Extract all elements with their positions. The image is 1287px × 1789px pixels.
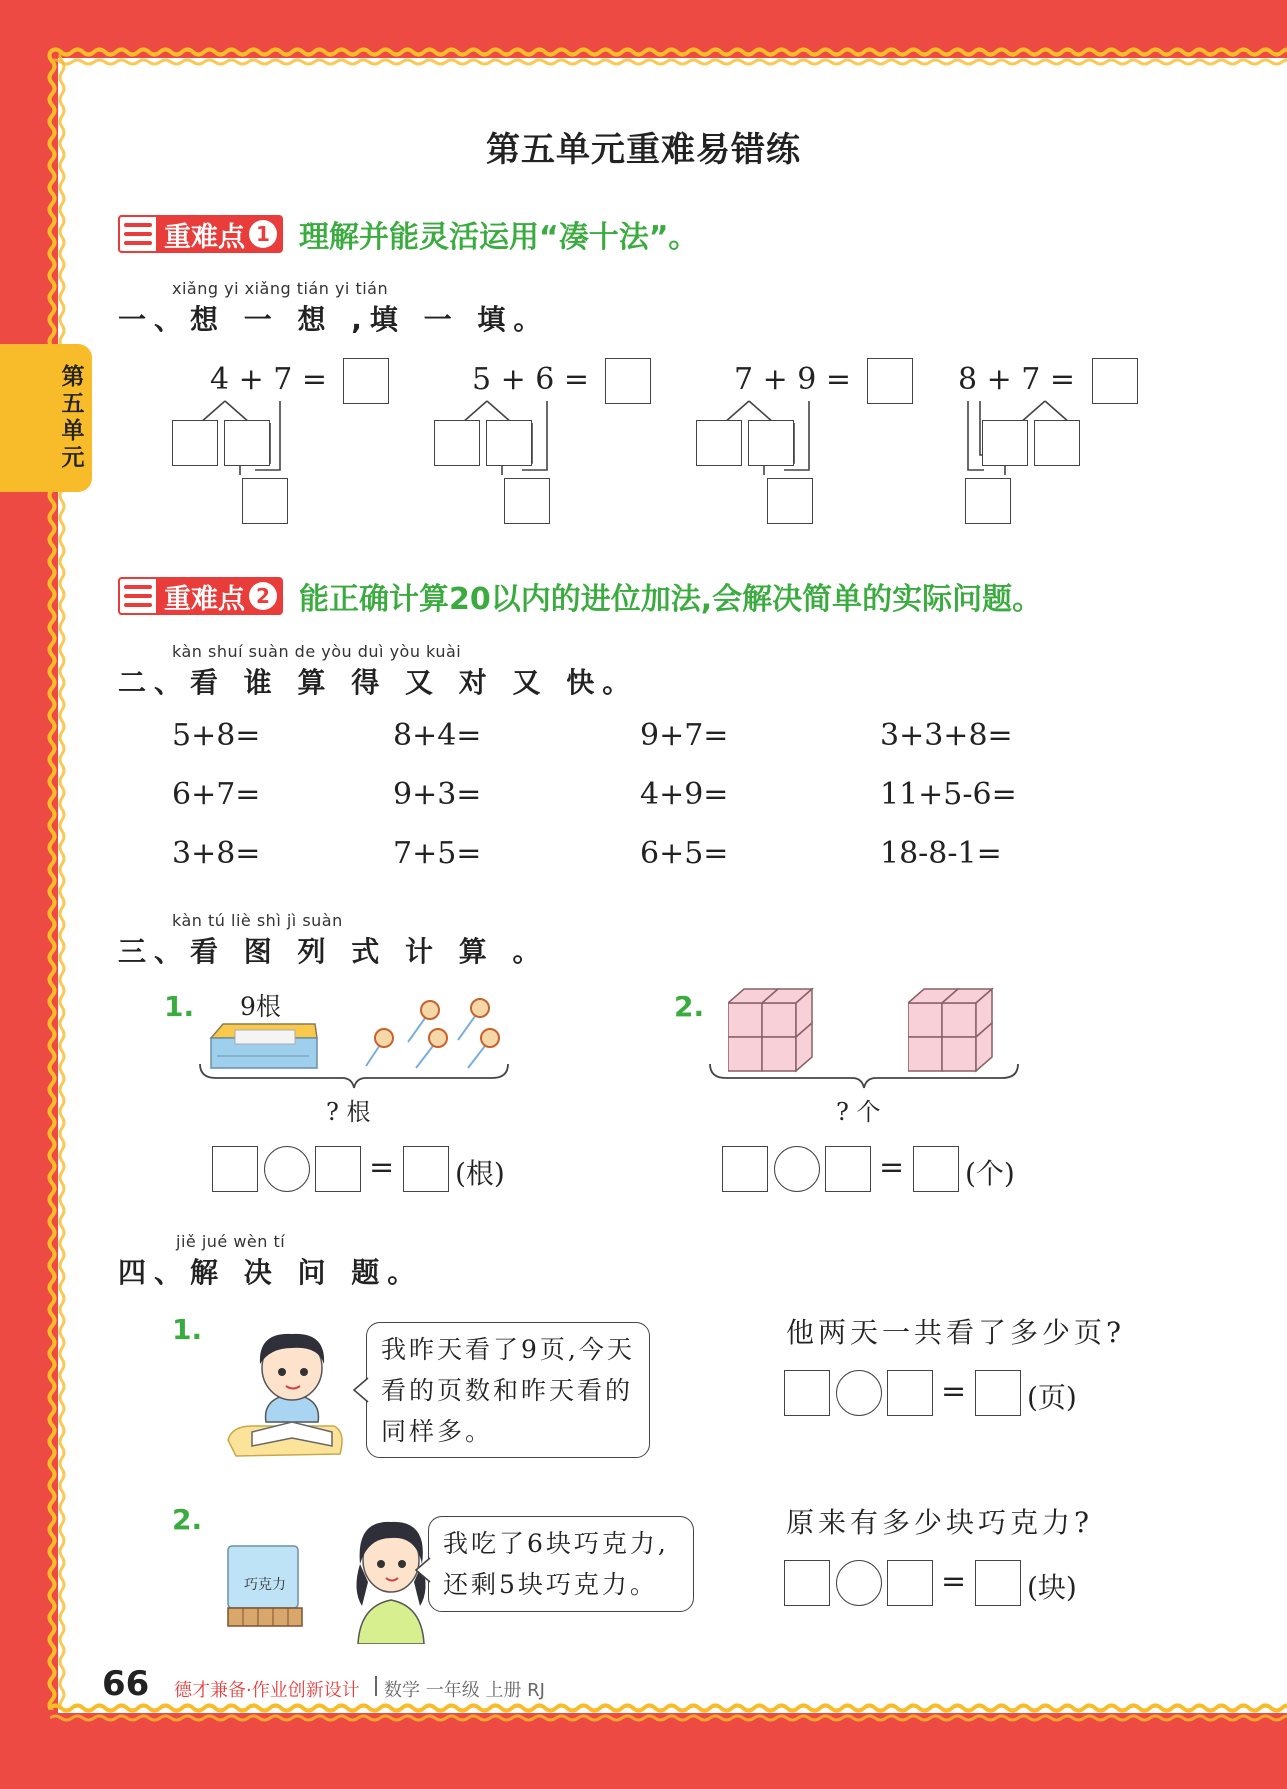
split-box[interactable] — [434, 420, 480, 466]
answer-box[interactable] — [784, 1370, 830, 1416]
question-text: 原来有多少块巧克力? — [786, 1506, 1094, 1539]
section-3-pinyin: kàn tú liè shì jì suàn — [172, 911, 343, 930]
bubble-tail — [414, 1556, 432, 1584]
stripes-icon — [118, 577, 158, 615]
answer-box[interactable] — [722, 1146, 768, 1192]
operator-circle[interactable] — [264, 1146, 310, 1192]
equals-sign: = — [369, 1150, 395, 1185]
answer-box[interactable] — [913, 1146, 959, 1192]
unit-side-tab — [0, 344, 92, 492]
calc-item: 6+5= — [640, 836, 729, 871]
calc-item: 9+7= — [640, 718, 729, 753]
section-2-heading: 二、看 谁 算 得 又 对 又 快。 — [118, 666, 639, 699]
answer-box[interactable] — [315, 1146, 361, 1192]
calc-item: 5+8= — [172, 718, 261, 753]
section-1-pinyin: xiǎng yi xiǎng tián yi tián — [172, 279, 389, 298]
key-point-number: 1 — [249, 220, 277, 248]
total-label: ? 根 — [326, 1098, 371, 1126]
key-point-number: 2 — [249, 582, 277, 610]
sum-box[interactable] — [504, 478, 550, 524]
brace — [706, 1060, 1022, 1090]
equals-sign: = — [941, 1374, 967, 1409]
calc-item: 9+3= — [393, 777, 482, 812]
split-box[interactable] — [748, 420, 794, 466]
footer-divider — [375, 1676, 377, 1696]
unit-label: (个) — [965, 1157, 1015, 1190]
key-point-text: 能正确计算20以内的进位加法,会解决简单的实际问题。 — [299, 582, 1043, 617]
speech-bubble — [366, 1322, 650, 1458]
page-title: 第五单元重难易错练 — [486, 130, 801, 170]
decomp-equation-3: 7 + 9 = — [734, 362, 852, 397]
section-1-heading: 一、想 一 想 ,填 一 填。 — [118, 303, 550, 336]
answer-box[interactable] — [887, 1370, 933, 1416]
equals-sign: = — [941, 1564, 967, 1599]
calc-item: 4+9= — [640, 777, 729, 812]
calc-item: 6+7= — [172, 777, 261, 812]
speech-bubble — [428, 1516, 694, 1612]
answer-box[interactable] — [605, 358, 651, 404]
sum-box[interactable] — [965, 478, 1011, 524]
key-point-1 — [118, 212, 698, 256]
operator-circle[interactable] — [836, 1560, 882, 1606]
calc-item: 8+4= — [393, 718, 482, 753]
key-point-badge: 重难点 2 — [118, 577, 283, 615]
split-box[interactable] — [172, 420, 218, 466]
lollipop-count-label: 9根 — [240, 992, 281, 1021]
split-box[interactable] — [1034, 420, 1080, 466]
chocolate-image — [224, 1544, 310, 1630]
problem-number: 2. — [674, 990, 705, 1023]
decomp-equation-2: 5 + 6 = — [472, 362, 590, 397]
equals-sign: = — [879, 1150, 905, 1185]
stripes-icon — [118, 215, 158, 253]
wavy-border-top — [50, 44, 1287, 72]
answer-box[interactable] — [403, 1146, 449, 1192]
answer-box[interactable] — [975, 1370, 1021, 1416]
key-point-badge: 重难点 1 — [118, 215, 283, 253]
answer-box[interactable] — [975, 1560, 1021, 1606]
footer-subject: 数学 一年级 上册 RJ — [384, 1680, 545, 1701]
footer-brand: 德才兼备·作业创新设计 — [174, 1680, 360, 1701]
answer-box[interactable] — [887, 1560, 933, 1606]
calc-item: 7+5= — [393, 836, 482, 871]
sum-box[interactable] — [242, 478, 288, 524]
decomp-equation-1: 4 + 7 = — [210, 362, 328, 397]
answer-box[interactable] — [867, 358, 913, 404]
key-point-text: 理解并能灵活运用“凑十法”。 — [299, 220, 699, 255]
sum-box[interactable] — [767, 478, 813, 524]
bubble-tail — [352, 1376, 370, 1404]
section-2-pinyin: kàn shuí suàn de yòu duì yòu kuài — [172, 642, 462, 661]
split-box[interactable] — [696, 420, 742, 466]
boy-reading-image — [222, 1322, 352, 1462]
speech-bubble-text: 我昨天看了9页,今天看的页数和昨天看的同样多。 — [381, 1335, 635, 1446]
calc-item: 3+8= — [172, 836, 261, 871]
wavy-border-bottom — [50, 1700, 1287, 1728]
problem-number: 1. — [172, 1313, 203, 1346]
question-text: 他两天一共看了多少页? — [786, 1316, 1126, 1349]
split-box[interactable] — [486, 420, 532, 466]
decomp-equation-4: 8 + 7 = — [958, 362, 1076, 397]
unit-label: (根) — [455, 1157, 505, 1190]
answer-box[interactable] — [784, 1560, 830, 1606]
brace — [196, 1060, 512, 1090]
unit-label: (块) — [1027, 1571, 1077, 1604]
operator-circle[interactable] — [836, 1370, 882, 1416]
calc-item: 18-8-1= — [880, 836, 1002, 871]
split-box[interactable] — [224, 420, 270, 466]
chocolate-label: 巧克力 — [244, 1577, 286, 1593]
unit-label: (页) — [1027, 1381, 1077, 1414]
answer-box[interactable] — [825, 1146, 871, 1192]
speech-bubble-text: 我吃了6块巧克力,还剩5块巧克力。 — [443, 1529, 669, 1599]
split-box[interactable] — [982, 420, 1028, 466]
answer-box[interactable] — [212, 1146, 258, 1192]
total-label: ? 个 — [836, 1098, 881, 1126]
key-point-2 — [118, 574, 1042, 618]
section-4-pinyin: jiě jué wèn tí — [176, 1232, 286, 1251]
page-number: 66 — [102, 1664, 150, 1704]
operator-circle[interactable] — [774, 1146, 820, 1192]
calc-item: 3+3+8= — [880, 718, 1013, 753]
wavy-border-left — [44, 50, 72, 1710]
calc-item: 11+5-6= — [880, 777, 1017, 812]
section-3-heading: 三、看 图 列 式 计 算 。 — [118, 935, 549, 968]
problem-number: 2. — [172, 1503, 203, 1536]
unit-side-tab-label: 第五单元 — [61, 364, 85, 471]
section-4-heading: 四、解 决 问 题。 — [118, 1256, 424, 1289]
problem-number: 1. — [164, 990, 195, 1023]
answer-box[interactable] — [343, 358, 389, 404]
